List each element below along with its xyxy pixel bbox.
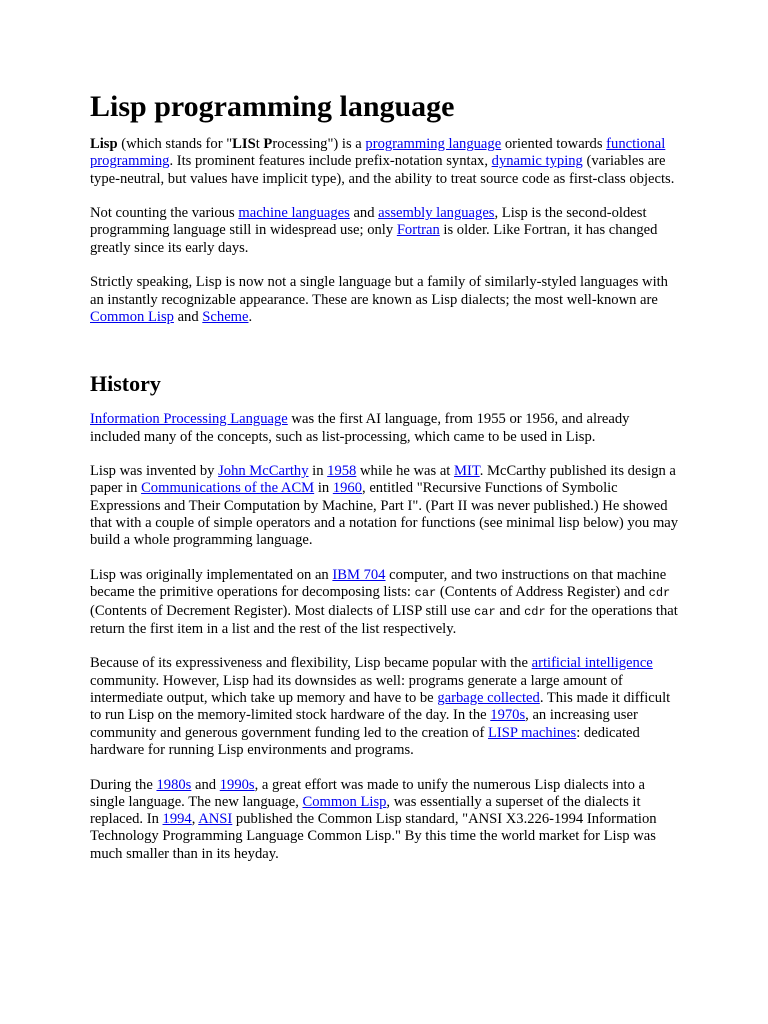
page-title: Lisp programming language xyxy=(90,90,455,123)
text: (Contents of Address Register) and xyxy=(436,584,649,601)
emphasis-lis: LIS xyxy=(232,136,256,152)
text: oriented towards xyxy=(501,136,607,152)
section-heading-history: History xyxy=(90,371,161,397)
text: community. However, Lisp had its downsides as well: programs generate a large amount of intermediate output, which take up memory and have to be xyxy=(90,672,623,707)
text: , entitled "Recursive Functions of Symbolic Expressions and Their Computation by Machine, Part I". (Part II was never published.) He showed that with a couple of simple operators and a notation for functions (see minimal lisp below) you may build a whole programming language. xyxy=(90,480,679,549)
text: in xyxy=(314,480,333,497)
text: (Contents of Decrement Register). Most dialects of LISP still use xyxy=(90,602,475,619)
text: is older. Like Fortran, it has changed greatly since its early days. xyxy=(90,222,658,256)
text: and xyxy=(349,205,379,222)
text: computer, and two instructions on that machine became the primitive operations for decomposing lists: xyxy=(90,566,667,601)
text: t xyxy=(255,136,264,152)
text: Lisp was originally implementated on an xyxy=(90,566,333,583)
text: (variables are type-neutral, but values have implicit type), and the ability to treat source code as first-class objects. xyxy=(90,153,675,187)
link-1980s[interactable]: 1980s xyxy=(156,776,192,793)
link-common-lisp[interactable]: Common Lisp xyxy=(90,308,174,325)
text: rocessing") is a xyxy=(272,136,366,152)
text: in xyxy=(308,463,328,480)
link-machine-languages[interactable]: machine languages xyxy=(238,205,350,222)
link-1994[interactable]: 1994 xyxy=(162,811,192,828)
text: . Its prominent features include prefix-notation syntax, xyxy=(169,153,492,170)
intro-paragraph-2 xyxy=(90,205,680,257)
link-lisp-machines[interactable]: LISP machines xyxy=(487,724,577,741)
text: for the operations that return the first item in a list and the rest of the list respectively. xyxy=(90,602,678,637)
code-cdr: cdr xyxy=(648,586,671,601)
text: . xyxy=(248,308,253,325)
code-car: car xyxy=(474,604,496,619)
link-information-processing-language[interactable]: Information Processing Language xyxy=(90,411,288,428)
link-dynamic-typing[interactable]: dynamic typing xyxy=(491,153,583,170)
intro-paragraph-1 xyxy=(90,136,680,188)
text: , Lisp is the second-oldest programming language still in widespread use; only xyxy=(90,205,647,239)
text: : dedicated hardware for running Lisp environments and programs. xyxy=(90,724,640,758)
link-1970s[interactable]: 1970s xyxy=(490,707,526,724)
history-paragraph-5 xyxy=(90,777,680,863)
history-paragraph-2 xyxy=(90,463,680,549)
text: and xyxy=(495,602,525,619)
code-cdr: cdr xyxy=(524,604,546,619)
link-assembly-languages[interactable]: assembly languages xyxy=(378,205,495,222)
text: , xyxy=(191,811,199,828)
text: , an increasing user community and generous government funding led to the creation of xyxy=(90,707,638,741)
article xyxy=(90,88,680,880)
link-1960[interactable]: 1960 xyxy=(332,480,363,497)
text: and xyxy=(173,308,203,325)
text: and xyxy=(191,776,220,793)
text: Because of its expressiveness and flexibility, Lisp became popular with the xyxy=(90,655,532,672)
link-scheme[interactable]: Scheme xyxy=(202,308,249,325)
text: Lisp was invented by xyxy=(90,463,219,480)
link-fortran[interactable]: Fortran xyxy=(396,222,440,239)
text: During the xyxy=(90,776,157,793)
history-paragraph-3 xyxy=(90,567,680,638)
text: Strictly speaking, Lisp is now not a single language but a family of similarly-styled languages with an instantly recognizable appearance. These are known as Lisp dialects; the most well-known are xyxy=(90,274,668,308)
text: (which stands for " xyxy=(117,136,233,152)
link-artificial-intelligence[interactable]: artificial intelligence xyxy=(531,655,653,672)
text: Not counting the various xyxy=(90,205,239,222)
link-programming-language[interactable]: programming language xyxy=(365,136,502,152)
link-mit[interactable]: MIT xyxy=(454,463,480,480)
history-paragraph-1 xyxy=(90,411,680,446)
text: , was essentially a superset of the dialects it replaced. In xyxy=(90,793,641,828)
text: while he was at xyxy=(356,463,455,480)
link-ibm-704[interactable]: IBM 704 xyxy=(332,566,386,583)
link-1958[interactable]: 1958 xyxy=(327,463,357,480)
text: . McCarthy published its design a paper in xyxy=(90,463,676,497)
link-john-mccarthy[interactable]: John McCarthy xyxy=(218,463,309,480)
text: was the first AI language, from 1955 or 1956, and already included many of the concepts, such as list-processing, which came to be used in Lisp. xyxy=(90,411,630,445)
link-communications-of-the-acm[interactable]: Communications of the ACM xyxy=(141,480,315,497)
history-paragraph-4 xyxy=(90,655,680,759)
emphasis-p: P xyxy=(263,136,273,152)
link-1990s[interactable]: 1990s xyxy=(219,776,255,793)
text: , a great effort was made to unify the numerous Lisp dialects into a single language. The new language, xyxy=(90,776,646,810)
code-car: car xyxy=(414,586,437,601)
link-garbage-collected[interactable]: garbage collected xyxy=(437,690,540,707)
link-common-lisp[interactable]: Common Lisp xyxy=(302,793,387,810)
text: . This made it difficult to run Lisp on the memory-limited stock hardware of the day. In the xyxy=(90,690,671,724)
intro-paragraph-3 xyxy=(90,274,680,326)
text: published the Common Lisp standard, "ANSI X3.226-1994 Information Technology Programming Language Common Lisp." By this time the world market for Lisp was much smaller than in its heyday. xyxy=(90,811,657,862)
link-ansi[interactable]: ANSI xyxy=(198,811,233,828)
link-functional-programming[interactable]: functional programming xyxy=(90,136,666,170)
term-lisp: Lisp xyxy=(90,136,118,152)
